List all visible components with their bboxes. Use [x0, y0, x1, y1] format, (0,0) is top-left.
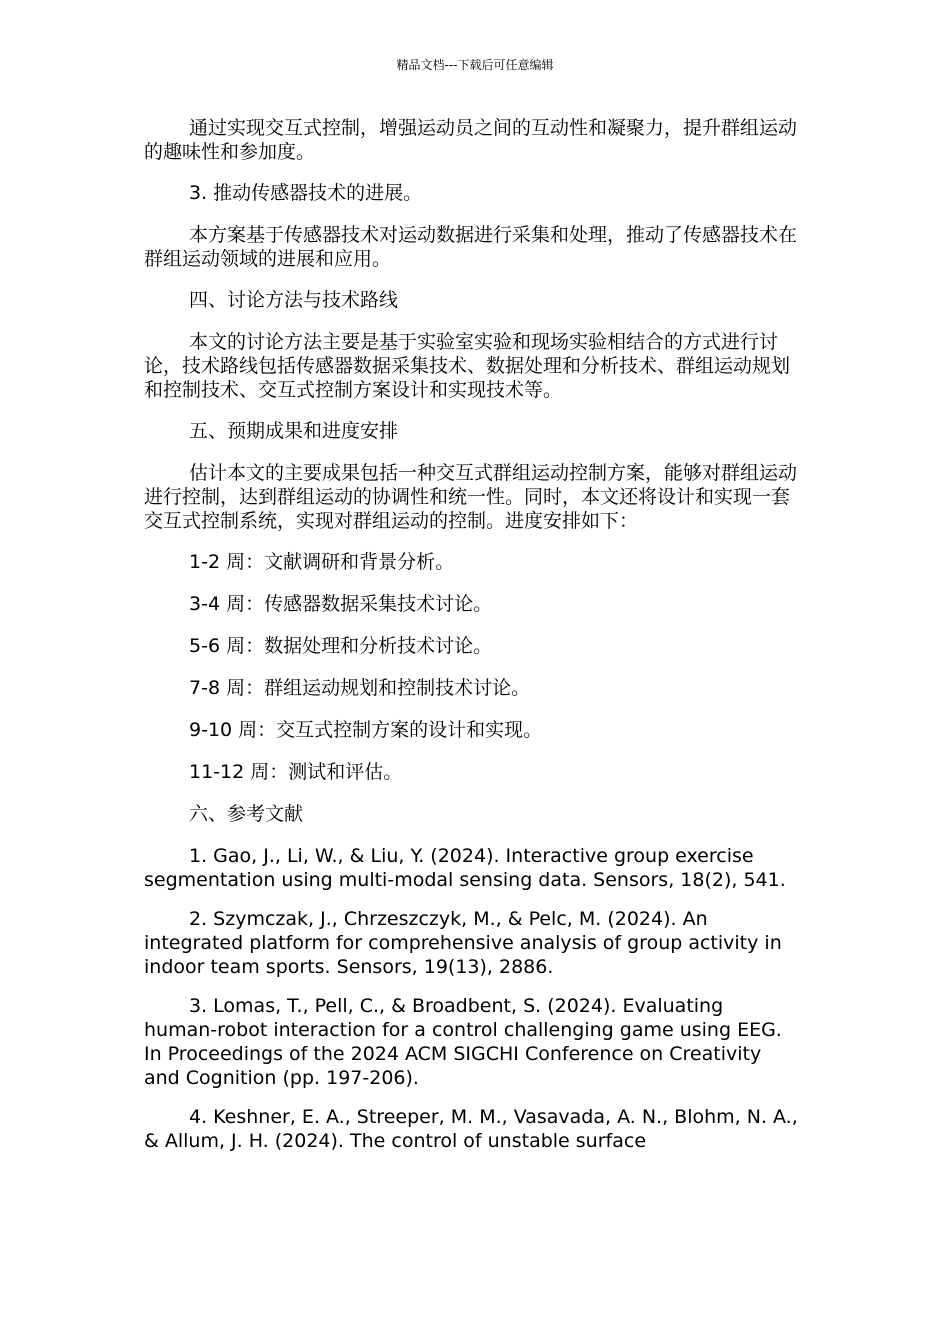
- schedule-item: 9-10 周：交互式控制方案的设计和实现。: [189, 719, 543, 741]
- paragraph: 通过实现交互式控制，增强运动员之间的互动性和凝聚力，提升群组运动的趣味性和参加度。: [144, 117, 798, 163]
- schedule-item: 3-4 周：传感器数据采集技术讨论。: [189, 593, 493, 615]
- reference-item: 1. Gao, J., Li, W., & Liu, Y. (2024). Interactive group exercise segmentation using multi-modal sensing data. Sensors, 18(2), 541.: [144, 845, 786, 891]
- schedule-item: 5-6 周：数据处理和分析技术讨论。: [189, 635, 493, 657]
- section-heading: 五、预期成果和进度安排: [189, 420, 399, 442]
- paragraph: 估计本文的主要成果包括一种交互式群组运动控制方案，能够对群组运动进行控制，达到群组运动的协调性和统一性。同时，本文还将设计和实现一套交互式控制系统，实现对群组运动的控制。进度安排如下：: [144, 462, 798, 532]
- page-header: 精品文档---下载后可任意编辑: [396, 58, 554, 72]
- paragraph: 本方案基于传感器技术对运动数据进行采集和处理，推动了传感器技术在群组运动领域的进展和应用。: [144, 224, 798, 270]
- section-heading: 六、参考文献: [189, 803, 304, 825]
- schedule-item: 11-12 周：测试和评估。: [189, 761, 403, 783]
- reference-item: 2. Szymczak, J., Chrzeszczyk, M., & Pelc, M. (2024). An integrated platform for comprehensive analysis of group activity in indoor team sports. Sensors, 19(13), 2886.: [144, 908, 782, 978]
- section-heading: 四、讨论方法与技术路线: [189, 289, 399, 311]
- paragraph: 本文的讨论方法主要是基于实验室实验和现场实验相结合的方式进行讨论，技术路线包括传感器数据采集技术、数据处理和分析技术、群组运动规划和控制技术、交互式控制方案设计和实现技术等。: [144, 331, 791, 401]
- reference-item: 3. Lomas, T., Pell, C., & Broadbent, S. (2024). Evaluating human-robot interaction for a control challenging game using EEG. In Proceedings of the 2024 ACM SIGCHI Conference on Creativity and Cognition (pp. 197-206).: [144, 995, 782, 1089]
- document-body: [144, 116, 799, 1168]
- schedule-item: 7-8 周：群组运动规划和控制技术讨论。: [189, 677, 531, 699]
- list-item: 3. 推动传感器技术的进展。: [189, 182, 423, 204]
- schedule-item: 1-2 周：文献调研和背景分析。: [189, 551, 455, 573]
- reference-item: 4. Keshner, E. A., Streeper, M. M., Vasavada, A. N., Blohm, N. A., & Allum, J. H. (2024). The control of unstable surface: [144, 1106, 798, 1152]
